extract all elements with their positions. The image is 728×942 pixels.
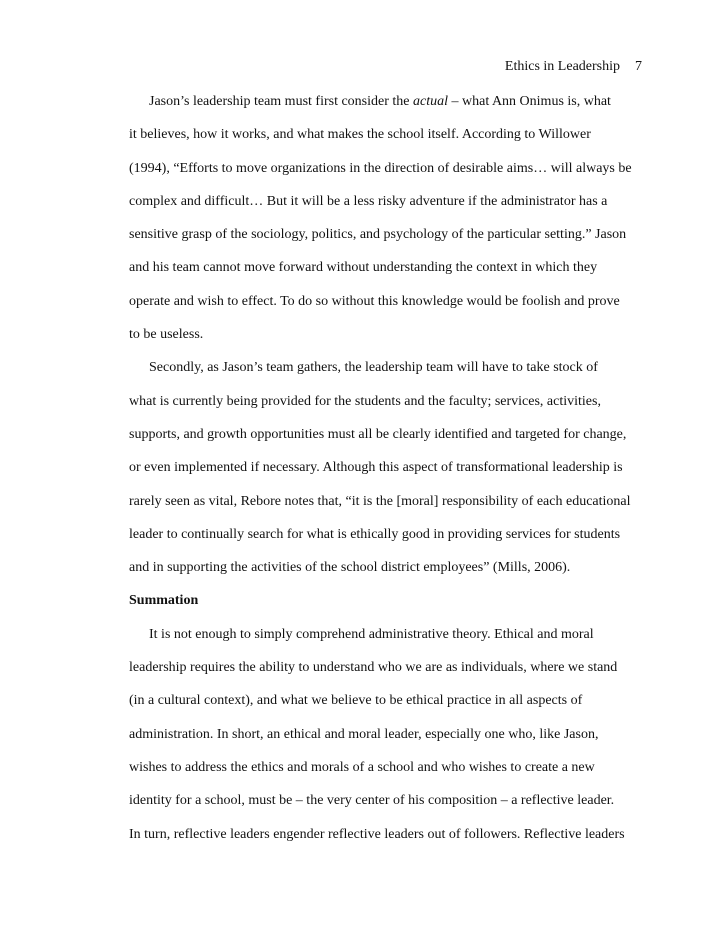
- emphasis-text: actual: [413, 94, 448, 109]
- paragraph-line: (1994), “Efforts to move organizations in the direction of desirable aims… will always be: [129, 160, 632, 176]
- paragraph-line: wishes to address the ethics and morals of a school and who wishes to create a new: [129, 759, 595, 775]
- paragraph-line: rarely seen as vital, Rebore notes that, “it is the [moral] responsibility of each educational: [129, 493, 631, 509]
- paragraph-line: operate and wish to effect. To do so without this knowledge would be foolish and prove: [129, 293, 620, 309]
- paragraph-line: leadership requires the ability to understand who we are as individuals, where we stand: [129, 660, 618, 676]
- body-text: [129, 85, 644, 851]
- running-head: [505, 57, 642, 77]
- paragraph-line: and his team cannot move forward without understanding the context in which they: [129, 260, 598, 276]
- paragraph-line: It is not enough to simply comprehend administrative theory. Ethical and moral: [149, 626, 594, 642]
- paragraph-line: (in a cultural context), and what we believe to be ethical practice in all aspects of: [129, 693, 583, 709]
- paragraph-line: Secondly, as Jason’s team gathers, the leadership team will have to take stock of: [149, 360, 598, 376]
- paragraph-line: identity for a school, must be – the very center of his composition – a reflective leader.: [129, 793, 615, 809]
- paragraph-line: and in supporting the activities of the school district employees” (Mills, 2006).: [129, 560, 571, 576]
- paragraph-line: it believes, how it works, and what makes the school itself. According to Willower: [129, 127, 591, 143]
- paragraph-line: administration. In short, an ethical and moral leader, especially one who, like Jason,: [129, 726, 599, 742]
- paragraph-line: what is currently being provided for the students and the faculty; services, activities,: [129, 393, 601, 409]
- paragraph-line: sensitive grasp of the sociology, politics, and psychology of the particular setting.” Jason: [129, 227, 627, 243]
- paragraph-line: In turn, reflective leaders engender reflective leaders out of followers. Reflective leaders: [129, 826, 625, 842]
- section-heading: Summation: [129, 593, 199, 609]
- paragraph-line: [129, 85, 644, 118]
- paragraph-line: leader to continually search for what is ethically good in providing services for students: [129, 526, 621, 542]
- paragraph-line: to be useless.: [129, 327, 204, 343]
- page-number: 7: [635, 59, 642, 74]
- line-text: Jason’s leadership team must first consider the: [149, 94, 413, 109]
- running-head-title: Ethics in Leadership: [504, 59, 620, 74]
- line-text: – what Ann Onimus is, what: [448, 94, 611, 109]
- paragraph-line: complex and difficult… But it will be a less risky adventure if the administrator has a: [129, 193, 608, 209]
- paragraph-line: or even implemented if necessary. Although this aspect of transformational leadership is: [129, 460, 623, 476]
- paragraph-line: supports, and growth opportunities must all be clearly identified and targeted for change,: [129, 426, 627, 442]
